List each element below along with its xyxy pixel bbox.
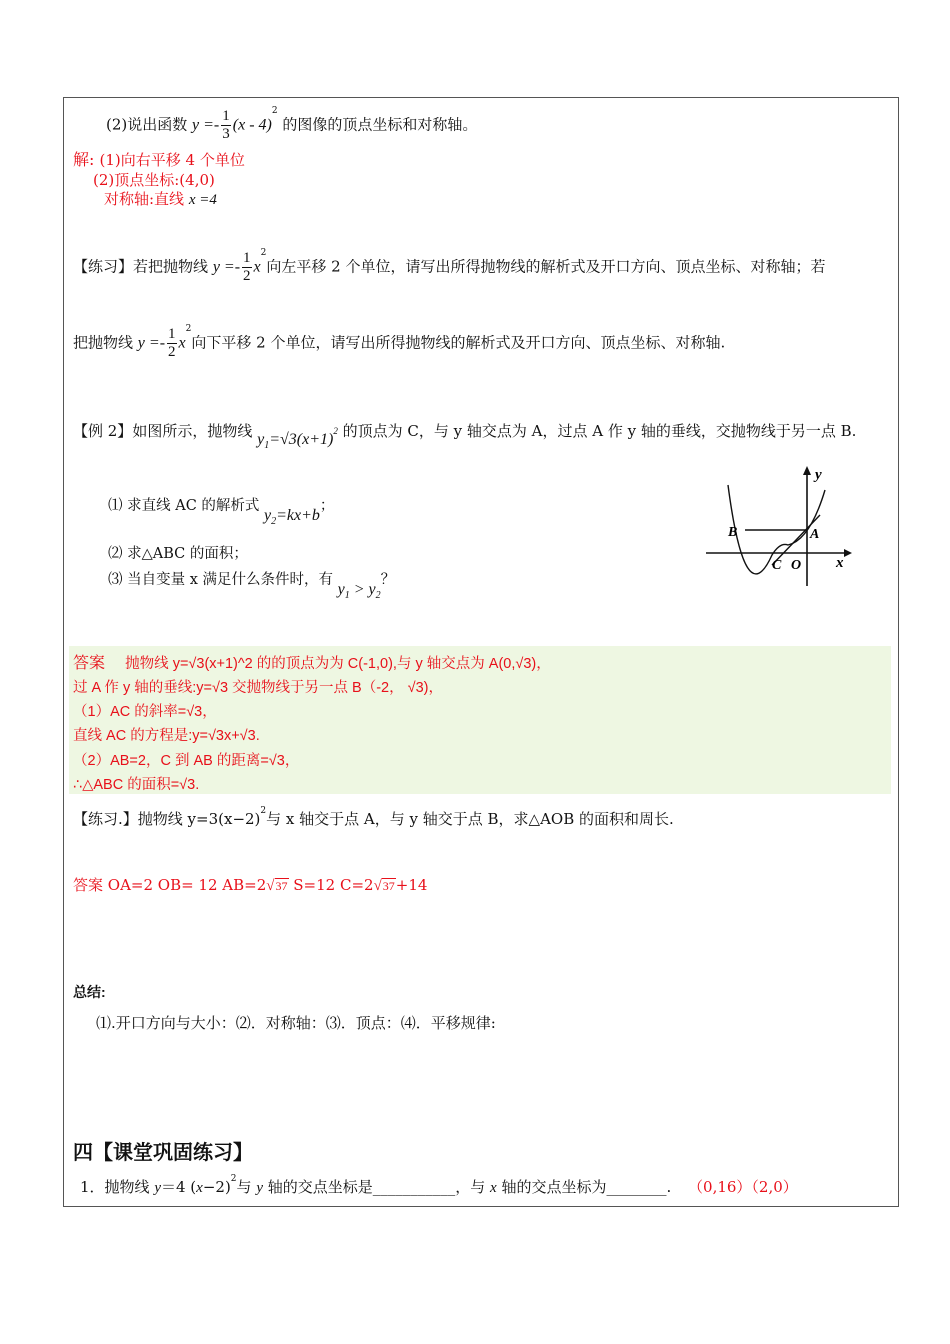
practice-a-prefix: 若把抛物线 (133, 257, 209, 276)
sqrt-37-a: √37 (266, 878, 288, 894)
practice-2-suffix: 与 x 轴交于点 A，与 y 轴交于点 B，求△AOB 的面积和周长. (266, 810, 674, 828)
parabola-graph (700, 460, 860, 595)
q2-rhs: (x - 4) (232, 116, 272, 134)
graph-label-A: A (810, 527, 820, 542)
answer-text-1: 抛物线 y=√3(x+1)^2 的的顶点为为 C(-1,0),与 y 轴交点为 A(0,√3)， (125, 656, 551, 672)
example-q1 (108, 494, 335, 528)
graph-label-B: B (728, 525, 738, 540)
practice-1-line-a (73, 250, 825, 285)
practice-2-exp: 2 (260, 806, 267, 816)
practice-bracket: 【练习】 (73, 257, 134, 276)
practice-b-prefix: 把抛物线 (73, 333, 134, 352)
example-q2: ⑵ 求△ABC 的面积； (108, 546, 248, 562)
practice-a-fraction: $\frac{1}{2}$ (243, 250, 251, 284)
example-suffix: 的顶点为 C，与 y 轴交点为 A，过点 A 作 y 轴的垂线，交抛物线于另一点 B. (342, 422, 857, 440)
graph-label-C: C (772, 558, 782, 573)
practice-2-line (73, 808, 674, 829)
practice-b-lhs: y =- (137, 334, 166, 352)
solution-label: 解: (73, 150, 95, 169)
practice-b-var: x (178, 334, 186, 352)
q2-suffix: 的图像的顶点坐标和对称轴。 (282, 115, 478, 134)
practice-a-var: x (253, 258, 261, 276)
example-prefix: 如图所示，抛物线 (132, 422, 253, 440)
q1-end: ； (319, 498, 335, 514)
practice-2-text: 抛物线 y=3(x−2) (137, 810, 261, 828)
q2-lhs: y =- (192, 116, 220, 134)
q3-math: $y_1 > y_2$ (337, 581, 381, 602)
q1-math: $y_2=kx+b$ (264, 507, 320, 528)
example-formula: $y_1=√3(x+1)^2$ (257, 426, 338, 452)
q3-text: ⑶ 当自变量 x 满足什么条件时，有 (108, 572, 334, 588)
practice-a-lhs: y =- (212, 258, 241, 276)
q2-exp: 2 (271, 106, 278, 116)
axis-label: 对称轴:直线 (104, 190, 185, 208)
answer-line-2: 过 A 作 y 轴的垂线:y=√3 交抛物线于另一点 B（-2， √3)， (73, 680, 444, 696)
summary-title: 总结: (73, 984, 106, 1000)
graph-label-x: x (836, 555, 844, 571)
y-axis-arrow (803, 466, 811, 475)
practice-2-bracket: 【练习.】 (73, 810, 138, 828)
answer-3-line (73, 874, 427, 895)
practice-a-exp: 2 (260, 248, 267, 258)
q1-answer: （0,16）（2,0） (688, 1178, 798, 1196)
axis-equation: x =4 (188, 192, 217, 208)
question-2-line (106, 108, 477, 143)
answer-line-6: ∴△ABC 的面积=√3. (73, 777, 200, 793)
solution-line-1 (73, 147, 245, 170)
sqrt-37-b: √37 (373, 878, 395, 894)
q2-fraction: $\frac{1}{3}$ (222, 108, 230, 142)
practice-a-suffix: 向左平移 2 个单位，请写出所得抛物线的解析式及开口方向、顶点坐标、对称轴；若 (266, 257, 826, 276)
practice-b-suffix: 向下平移 2 个单位，请写出所得抛物线的解析式及开口方向、顶点坐标、对称轴. (191, 333, 726, 352)
x-axis-arrow (844, 549, 852, 557)
practice-b-fraction: $\frac{1}{2}$ (168, 326, 176, 360)
answer-line-3: （1）AC 的斜率=√3， (73, 704, 217, 720)
solution-line-3 (104, 188, 217, 209)
practice-1-line-b (73, 326, 725, 361)
answer-line-4: 直线 AC 的方程是:y=√3x+√3. (73, 728, 260, 744)
graph-label-O: O (791, 558, 802, 573)
practice-b-exp: 2 (185, 324, 192, 334)
q3-end: ？ (380, 572, 396, 588)
answer-3-text-1: 答案 OA=2 OB= 12 AB=2 (73, 876, 267, 894)
example-q3 (108, 568, 396, 602)
answer-line-1 (73, 650, 551, 673)
q1-text: ⑴ 求直线 AC 的解析式 (108, 498, 260, 514)
answer-line-5: （2）AB=2，C 到 AB 的距离=√3， (73, 753, 300, 769)
section-4-title: 四【课堂巩固练习】 (73, 1140, 253, 1164)
answer-label: 答案 (73, 655, 106, 672)
q2-prefix: (2)说出函数 (106, 115, 188, 134)
section-4-question-1: 1．抛物线 y＝4 $(x-2)^2$与 y 轴的交点坐标是___________，与 x 轴的交点坐标为________. （0,16）（2,0） (80, 1174, 798, 1196)
answer-3-text-3: +14 (395, 876, 428, 894)
solution-line-2: (2)顶点坐标:(4,0) (93, 171, 215, 189)
solution-step-1: (1)向右平移 4 个单位 (99, 151, 245, 169)
example-bracket: 【例 2】 (73, 422, 133, 440)
example-2-line (73, 420, 857, 452)
summary-body: ⑴.开口方向与大小：⑵．对称轴：⑶．顶点：⑷．平移规律: (96, 1014, 496, 1032)
graph-label-y: y (815, 467, 822, 483)
answer-3-text-2: S=12 C=2 (288, 876, 374, 894)
